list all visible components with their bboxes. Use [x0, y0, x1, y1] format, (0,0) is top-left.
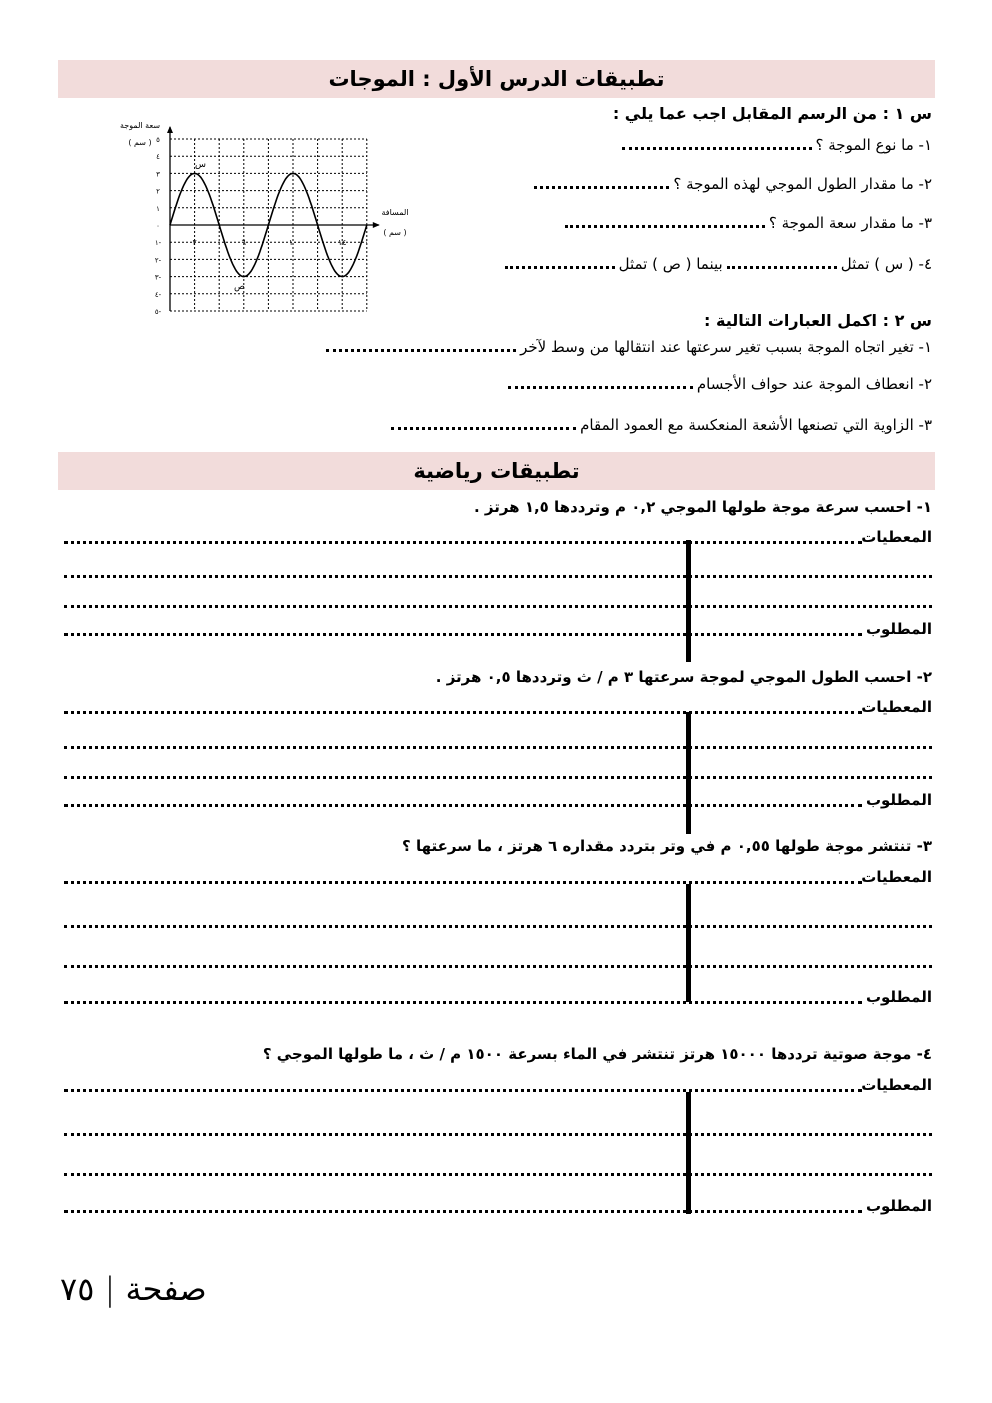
problem-1-text: ١- احسب سرعة موجة طولها الموجي ٠,٢ م وترددها ١,٥ هرتز . [473, 498, 932, 516]
x-tick-label: ١٤ [337, 238, 347, 248]
x-axis-label: المسافة [381, 208, 409, 217]
y-tick-label: ١ [156, 204, 160, 213]
lesson-title: تطبيقات الدرس الأول : الموجات [58, 60, 935, 98]
y-tick-label: ١- [154, 239, 162, 248]
y-tick-label: ٥ [156, 136, 160, 144]
q2-title: س ٢ : اكمل العبارات التالية : [704, 311, 932, 330]
y-tick-label: ٠ [156, 222, 160, 230]
crest-label: س [195, 160, 206, 170]
trough-label: ص [234, 282, 245, 292]
divider [686, 884, 691, 1002]
answer-row-given[interactable] [64, 528, 932, 546]
given-label: المعطيات [861, 698, 932, 716]
required-label: المطلوب [865, 620, 932, 638]
y-tick-label: ٣ [156, 170, 160, 179]
answer-row[interactable] [64, 912, 932, 930]
x-tick-label: ٦ [241, 238, 246, 248]
given-label: المعطيات [861, 868, 932, 886]
divider [686, 1092, 691, 1214]
y-axis-label: سعة الموجة [119, 121, 161, 130]
given-label: المعطيات [861, 1076, 932, 1094]
answer-row[interactable] [64, 1160, 932, 1178]
given-label: المعطيات [861, 528, 932, 546]
problem-2-text: ٢- احسب الطول الموجي لموجة سرعتها ٣ م / ث وترددها ٠,٥ هرتز . [435, 668, 932, 686]
answer-row[interactable] [64, 562, 932, 580]
q2-item-1: ١- تغير اتجاه الموجة بسبب تغير سرعتها عند انتقالها من وسط لآخر [322, 338, 932, 356]
answer-row-given[interactable] [64, 868, 932, 886]
answer-row[interactable] [64, 763, 932, 781]
section-title: تطبيقات رياضية [58, 452, 935, 490]
x-tick-label: ١٠ [288, 238, 298, 248]
x-axis-arrow-icon [373, 222, 380, 228]
wave-graph [100, 115, 420, 325]
q2-item-2: ٢- انعطاف الموجة عند حواف الأجسام [504, 375, 932, 393]
y-tick-label: ٥- [154, 308, 162, 316]
answer-row-required[interactable] [64, 791, 932, 809]
problem-4-text: ٤- موجة صوتية ترددها ١٥٠٠٠ هرتز تنتشر في الماء بسرعة ١٥٠٠ م / ث ، ما طولها الموجي ؟ [262, 1045, 932, 1063]
x-tick-label: ٢ [192, 238, 197, 248]
y-tick-label: ٤ [156, 153, 160, 162]
answer-row[interactable] [64, 1120, 932, 1138]
q2-item-3: ٣- الزاوية التي تصنعها الأشعة المنعكسة مع العمود المقام [387, 416, 932, 434]
x-axis-unit: ( سم ) [383, 228, 407, 237]
y-axis-unit: ( سم ) [128, 138, 152, 147]
page-footer: صفحة | ٧٥ [60, 1270, 207, 1308]
answer-row-required[interactable] [64, 1197, 932, 1215]
required-label: المطلوب [865, 791, 932, 809]
required-label: المطلوب [865, 988, 932, 1006]
answer-row[interactable] [64, 733, 932, 751]
answer-row-required[interactable] [64, 620, 932, 638]
y-tick-label: ٢- [154, 256, 162, 265]
page-word: صفحة [125, 1270, 207, 1308]
answer-row-given[interactable] [64, 1076, 932, 1094]
divider [686, 540, 691, 662]
y-tick-label: ٤- [154, 290, 162, 299]
q1-title: س ١ : من الرسم المقابل اجب عما يلي : [612, 104, 932, 123]
answer-row-given[interactable] [64, 698, 932, 716]
y-tick-label: ٢ [156, 187, 160, 196]
required-label: المطلوب [865, 1197, 932, 1215]
answer-row-required[interactable] [64, 988, 932, 1006]
problem-3-text: ٣- تنتشر موجة طولها ٠,٥٥ م في وتر بتردد مقداره ٦ هرتز ، ما سرعتها ؟ [402, 837, 932, 855]
y-tick-label: ٣- [154, 273, 162, 282]
answer-row[interactable] [64, 952, 932, 970]
q1-item-3: ٣- ما مقدار سعة الموجة ؟ [561, 214, 932, 232]
q1-item-2: ٢- ما مقدار الطول الموجي لهذه الموجة ؟ [530, 175, 932, 193]
q1-item-1: ١- ما نوع الموجة ؟ [618, 136, 932, 154]
y-axis-arrow-icon [167, 126, 173, 133]
q1-item-4: ٤- ( س ) تمثلبينما ( ص ) تمثل [501, 255, 932, 273]
answer-row[interactable] [64, 592, 932, 610]
divider [686, 712, 691, 834]
page-number: ٧٥ [60, 1270, 95, 1308]
